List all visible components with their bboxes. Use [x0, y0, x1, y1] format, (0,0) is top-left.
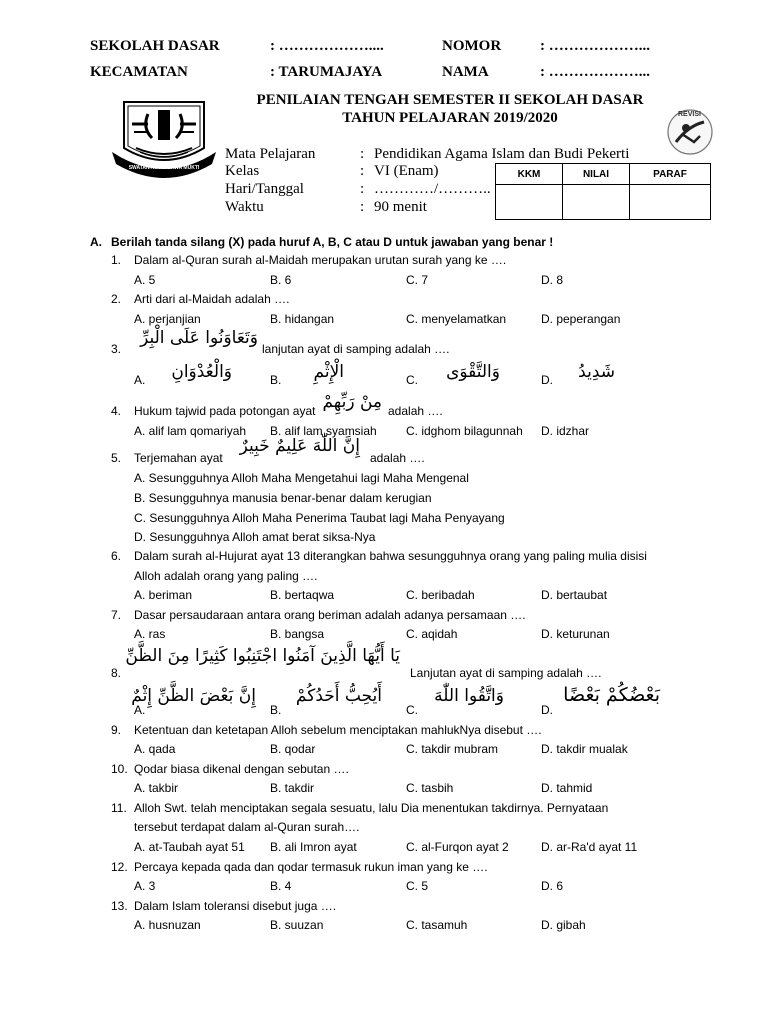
question-number: 2.	[111, 292, 122, 306]
option-c[interactable]: C. tasbih	[406, 781, 454, 795]
option-d[interactable]: D. Sesungguhnya Alloh amat berat siksa-Nya	[134, 530, 376, 544]
option-d[interactable]: D.	[541, 373, 553, 387]
option-b[interactable]: B. takdir	[270, 781, 315, 795]
header-school-label: SEKOLAH DASAR	[90, 38, 220, 54]
question-number: 11.	[111, 801, 127, 815]
section-letter: A.	[90, 235, 102, 249]
option-b[interactable]: B. ali Imron ayat	[270, 840, 357, 854]
info-date-label: Hari/Tanggal	[225, 181, 304, 197]
option-c[interactable]: C. aqidah	[406, 627, 458, 641]
option-c[interactable]: C. idghom bilagunnah	[406, 424, 523, 438]
option-d[interactable]: D. peperangan	[541, 312, 621, 326]
option-c[interactable]: C. beribadah	[406, 588, 475, 602]
section-instruction: Berilah tanda silang (X) pada huruf A, B, C atau D untuk jawaban yang benar !	[111, 235, 554, 249]
info-subject-colon: :	[360, 146, 365, 162]
revision-stamp-label: REVISI	[678, 111, 701, 118]
option-b[interactable]: B. 6	[270, 273, 292, 287]
option-a[interactable]: A. 5	[134, 273, 156, 287]
option-a[interactable]: A. ras	[134, 627, 166, 641]
option-b[interactable]: B. hidangan	[270, 312, 335, 326]
option-d[interactable]: D. 6	[541, 879, 564, 893]
question-number: 13.	[111, 899, 128, 913]
option-d[interactable]: D.	[541, 703, 553, 717]
question-text: Dalam Islam toleransi disebut juga ….	[134, 899, 337, 913]
question-arabic: مِنْ رَبِّهِمْ	[322, 392, 382, 412]
question-text: Arti dari al-Maidah adalah ….	[134, 292, 290, 306]
option-b[interactable]: B. alif lam syamsiah	[270, 424, 377, 438]
option-c[interactable]: C. Sesungguhnya Alloh Maha Penerima Taubat lagi Maha Penyayang	[134, 511, 505, 525]
option-c[interactable]: C. menyelamatkan	[406, 312, 507, 326]
option-b[interactable]: B.	[270, 373, 282, 387]
question-text: lanjutan ayat di samping adalah ….	[262, 342, 450, 356]
question-text-line2: Alloh adalah orang yang paling ….	[134, 569, 318, 583]
question-text: Terjemahan ayat	[134, 451, 223, 465]
score-header-paraf: PARAF	[630, 164, 711, 185]
question-text: Ketentuan dan ketetapan Alloh sebelum menciptakan mahlukNya disebut ….	[134, 723, 542, 737]
option-a-arabic: إِنَّ بَعْضَ الظَّنِّ إِثْمٌ	[131, 686, 256, 706]
option-d[interactable]: D. bertaubat	[541, 588, 608, 602]
question-text: Dasar persaudaraan antara orang beriman adalah adanya persamaan ….	[134, 608, 526, 622]
option-c[interactable]: C.	[406, 373, 418, 387]
question-number: 6.	[111, 549, 122, 563]
option-d[interactable]: D. tahmid	[541, 781, 593, 795]
option-b[interactable]: B. Sesungguhnya manusia benar-benar dalam kerugian	[134, 491, 432, 505]
option-a-arabic: وَالْعُدْوَانِ	[171, 362, 232, 382]
option-d[interactable]: D. takdir mualak	[541, 742, 628, 756]
question-number: 7.	[111, 608, 122, 622]
option-d-arabic: شَدِيدُ	[578, 362, 615, 382]
header-name-label: NAMA	[442, 64, 489, 80]
question-number: 1.	[111, 253, 122, 267]
info-subject-label: Mata Pelajaran	[225, 146, 316, 162]
question-number: 5.	[111, 451, 122, 465]
question-number: 12.	[111, 860, 128, 874]
question-number: 4.	[111, 404, 122, 418]
score-cell-nilai[interactable]	[563, 185, 630, 220]
option-c-arabic: وَاتَّقُوا اللّٰهَ	[434, 686, 504, 706]
exam-title: PENILAIAN TENGAH SEMESTER II SEKOLAH DASAR	[256, 92, 644, 108]
question-text-end: adalah ….	[388, 404, 443, 418]
info-subject-value: Pendidikan Agama Islam dan Budi Pekerti	[374, 146, 630, 162]
info-time-value: 90 menit	[374, 199, 427, 215]
question-arabic: إِنَّ اللّٰهَ عَلِيمٌ خَبِيرٌ	[239, 436, 360, 456]
question-text: Percaya kepada qada dan qodar termasuk rukun iman yang ke ….	[134, 860, 488, 874]
question-text-end: adalah ….	[370, 451, 425, 465]
option-a[interactable]: A. Sesungguhnya Alloh Maha Mengetahui lagi Maha Mengenal	[134, 471, 469, 485]
option-c-arabic: وَالتَّقْوَى	[446, 362, 500, 382]
option-b-arabic: الْإِثْمِ	[313, 362, 344, 382]
option-a[interactable]: A.	[134, 703, 146, 717]
question-arabic: يَا أَيُّهَا الَّذِينَ آمَنُوا اجْتَنِبُوا كَثِيرًا مِنَ الظَّنِّ	[125, 646, 400, 666]
option-c[interactable]: C.	[406, 703, 418, 717]
option-a[interactable]: A. alif lam qomariyah	[134, 424, 247, 438]
option-d[interactable]: D. 8	[541, 273, 564, 287]
score-cell-paraf[interactable]	[630, 185, 711, 220]
academic-year: TAHUN PELAJARAN 2019/2020	[342, 110, 558, 126]
option-b[interactable]: B. bertaqwa	[270, 588, 335, 602]
option-a[interactable]: A. 3	[134, 879, 156, 893]
option-a[interactable]: A. beriman	[134, 588, 193, 602]
info-date-value: …………/………..	[374, 181, 491, 197]
option-b[interactable]: B. bangsa	[270, 627, 325, 641]
option-b[interactable]: B. qodar	[270, 742, 316, 756]
option-d-arabic: بَعْضُكُمْ بَعْضًا	[563, 684, 660, 706]
option-c[interactable]: C. takdir mubram	[406, 742, 499, 756]
header-district-label: KECAMATAN	[90, 64, 188, 80]
option-a[interactable]: A. perjanjian	[134, 312, 201, 326]
question-text: Alloh Swt. telah menciptakan segala sesuatu, lalu Dia menentukan takdirnya. Pernyataan	[134, 801, 609, 815]
logo-motto: SWATANTRA WIBAWA MUKTI	[128, 165, 200, 171]
question-text: Qodar biasa dikenal dengan sebutan ….	[134, 762, 349, 776]
option-d[interactable]: D. gibah	[541, 918, 586, 932]
question-text: Dalam al-Quran surah al-Maidah merupakan urutan surah yang ke ….	[134, 253, 507, 267]
score-header-nilai: NILAI	[563, 164, 630, 185]
option-d[interactable]: D. keturunan	[541, 627, 610, 641]
question-text: Lanjutan ayat di samping adalah ….	[410, 666, 602, 680]
option-d[interactable]: D. ar-Ra'd ayat 11	[541, 840, 638, 854]
info-class-value: VI (Enam)	[374, 163, 439, 179]
option-a[interactable]: A. takbir	[134, 781, 179, 795]
option-a[interactable]: A.	[134, 373, 146, 387]
header-name-value: : ………………...	[540, 64, 650, 80]
option-b-arabic: أَيُحِبُّ أَحَدُكُمْ	[295, 686, 382, 706]
header-number-value: : ………………...	[540, 38, 650, 54]
question-number: 8.	[111, 666, 122, 680]
option-c[interactable]: C. al-Furqon ayat 2	[406, 840, 509, 854]
info-time-colon: :	[360, 199, 365, 215]
header-district-value: : TARUMAJAYA	[270, 64, 383, 80]
header-school-value: : ………………....	[270, 38, 384, 54]
option-d[interactable]: D. idzhar	[541, 424, 590, 438]
info-class-label: Kelas	[225, 163, 260, 179]
option-b[interactable]: B.	[270, 703, 282, 717]
info-date-colon: :	[360, 181, 365, 197]
question-number: 3.	[111, 342, 122, 356]
question-arabic: وَتَعَاوَنُوا عَلَى الْبِرِّ	[140, 328, 258, 348]
question-number: 9.	[111, 723, 122, 737]
question-number: 10.	[111, 762, 128, 776]
score-cell-kkm[interactable]	[496, 185, 563, 220]
info-class-colon: :	[360, 163, 365, 179]
question-text: Hukum tajwid pada potongan ayat	[134, 404, 316, 418]
header-number-label: NOMOR	[442, 38, 502, 54]
question-text-line2: tersebut terdapat dalam al-Quran surah….	[134, 820, 360, 834]
option-b[interactable]: B. 4	[270, 879, 292, 893]
question-text: Dalam surah al-Hujurat ayat 13 diterangkan bahwa sesungguhnya orang yang paling mulia disisi	[134, 549, 647, 563]
option-a[interactable]: A. qada	[134, 742, 176, 756]
option-a[interactable]: A. at-Taubah ayat 51	[134, 840, 245, 854]
score-header-kkm: KKM	[496, 164, 563, 185]
option-c[interactable]: C. tasamuh	[406, 918, 468, 932]
option-c[interactable]: C. 7	[406, 273, 429, 287]
info-time-label: Waktu	[225, 199, 264, 215]
score-table	[495, 163, 711, 220]
option-a[interactable]: A. husnuzan	[134, 918, 201, 932]
option-c[interactable]: C. 5	[406, 879, 429, 893]
option-b[interactable]: B. suuzan	[270, 918, 324, 932]
